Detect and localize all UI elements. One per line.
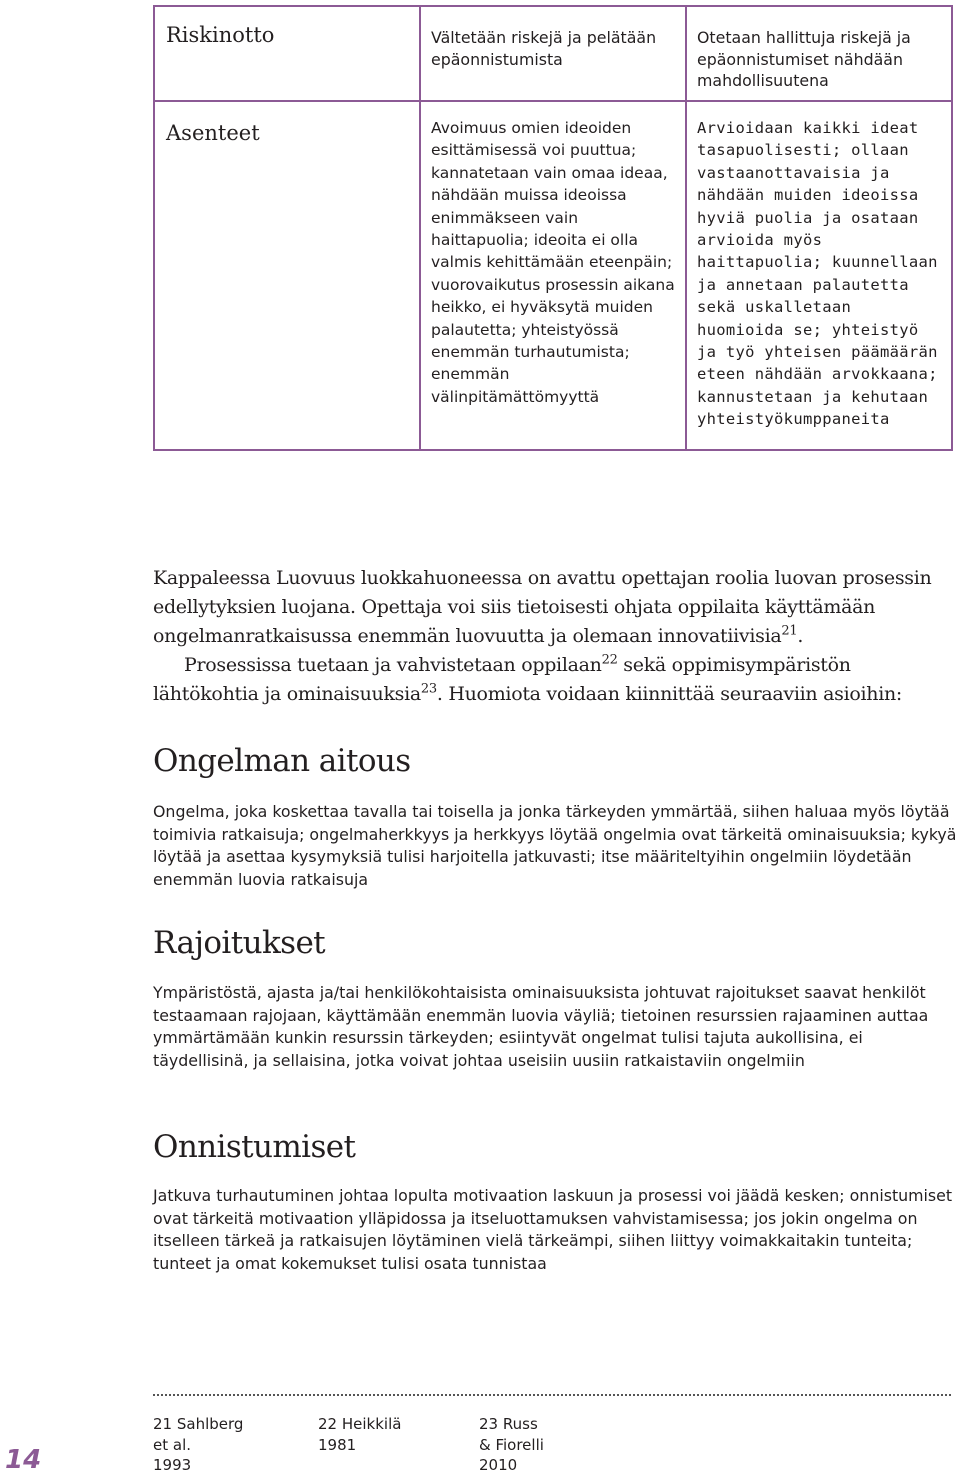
paragraph-2-text-c: . Huomiota voidaan kiinnittää seuraaviin asioihin: bbox=[436, 683, 903, 705]
paragraph-2-text-b: sekä oppimisympäristön lähtökohtia ja ominaisuuksia bbox=[153, 654, 851, 705]
footnote-divider bbox=[153, 1394, 951, 1396]
footnote-year: 1993 bbox=[153, 1456, 192, 1474]
heading-ongelman-aitous: Ongelman aitous bbox=[153, 743, 411, 779]
paragraph-2-text-a: Prosessissa tuetaan ja vahvistetaan oppilaan bbox=[184, 654, 602, 676]
footnote-ref-21: 21 bbox=[781, 623, 798, 639]
footnote-23 bbox=[479, 1414, 544, 1476]
cell-asenteet-right: Arvioidaan kaikki ideat tasapuolisesti; ollaan vastaanottavaisia ja nähdään muiden ideoissa hyviä puolia ja osataan arvioida myös haittapuolia; kuunnellaan ja annetaan palautetta sekä uskalletaan huomioida se; yhteistyö ja työ yhteisen päämäärän eteen nähdään arvokkaana; kannustetaan ja kehutaan yhteistyökumppaneita bbox=[686, 101, 952, 450]
footnote-21 bbox=[153, 1414, 243, 1476]
paragraph-1-end: . bbox=[797, 625, 804, 647]
footnote-author: Heikkilä bbox=[341, 1415, 402, 1433]
footnote-22 bbox=[318, 1414, 401, 1455]
body-text bbox=[153, 564, 959, 709]
comparison-table bbox=[153, 5, 953, 451]
footnote-author: Sahlberg bbox=[176, 1415, 244, 1433]
footnote-ref-22: 22 bbox=[601, 652, 618, 668]
footnote-author: Russ bbox=[502, 1415, 538, 1433]
cell-riskinotto-left: Vältetään riskejä ja pelätään epäonnistumista bbox=[420, 6, 686, 101]
table-row bbox=[154, 101, 952, 450]
footnote-number: 23 bbox=[479, 1415, 499, 1433]
page-number: 14 bbox=[5, 1445, 42, 1475]
footnote-year: 1981 bbox=[318, 1435, 357, 1454]
footnote-ref-23: 23 bbox=[420, 681, 437, 697]
heading-onnistumiset: Onnistumiset bbox=[153, 1129, 356, 1165]
paragraph-1 bbox=[153, 564, 959, 651]
footnote-year: 2010 bbox=[479, 1456, 518, 1474]
footnote-number: 21 bbox=[153, 1415, 173, 1433]
cell-riskinotto-right: Otetaan hallittuja riskejä ja epäonnistumiset nähdään mahdollisuutena bbox=[686, 6, 952, 101]
paragraph-2 bbox=[153, 651, 959, 709]
section-text-rajoitukset: Ympäristöstä, ajasta ja/tai henkilökohtaisista ominaisuuksista johtuvat rajoitukset saavat henkilöt testaamaan rajojaan, käyttämään enemmän luovia väyliä; tietoinen resurssien rajaaminen auttaa ymmärtämään kunkin resurssin tärkeyden; esiintyvät ongelmat tulisi tajuta aukollisina, ei täydellisinä, ja sellaisina, jotka voivat johtaa useisiin uusiin ratkaistaviin ongelmiin bbox=[153, 983, 929, 1070]
footnote-line: & Fiorelli bbox=[479, 1435, 544, 1454]
row-header-riskinotto: Riskinotto bbox=[154, 6, 420, 101]
footnote-line: et al. bbox=[153, 1435, 192, 1454]
row-header-asenteet: Asenteet bbox=[154, 101, 420, 450]
heading-rajoitukset: Rajoitukset bbox=[153, 925, 326, 961]
table-row bbox=[154, 6, 952, 101]
paragraph-1-text: Kappaleessa Luovuus luokkahuoneessa on avattu opettajan roolia luovan prosessin edellytyksien luojana. Opettaja voi siis tietoisesti ohjata oppilaita käyttämään ongelmanratkaisussa enemmän luovuutta ja olemaan innovatiivisia bbox=[153, 567, 932, 647]
section-text-onnistumiset: Jatkuva turhautuminen johtaa lopulta motivaation laskuun ja prosessi voi jäädä kesken; onnistumiset ovat tärkeitä motivaation ylläpidossa ja itseluottamuksen vahvistamisessa; jos jokin ongelma on itselleen tärkeä ja ratkaisujen löytäminen vielä tärkeämpi, siihen liittyy voimakkaitakin tunteita; tunteet ja omat kokemukset tulisi osata tunnistaa bbox=[153, 1186, 953, 1273]
cell-asenteet-left: Avoimuus omien ideoiden esittämisessä voi puuttua; kannatetaan vain omaa ideaa, nähdään muissa ideoissa enimmäkseen vain haittapuolia; ideoita ei olla valmis kehittämään eteenpäin; vuorovaikutus prosessin aikana heikko, ei hyväksytä muiden palautetta; yhteistyössä enemmän turhautumista; enemmän välinpitämättömyyttä bbox=[420, 101, 686, 450]
section-text-ongelman-aitous: Ongelma, joka koskettaa tavalla tai toisella ja jonka tärkeyden ymmärtää, siihen haluaa myös löytää toimivia ratkaisuja; ongelmaherkkyys ja herkkyys löytää ongelmia ovat tärkeitä ominaisuuksia; kykyä löytää ja asettaa kysymyksiä tulisi harjoitella jatkuvasti; itse määriteltyihin ongelmiin löydetään enemmän luovia ratkaisuja bbox=[153, 802, 957, 889]
footnote-number: 22 bbox=[318, 1415, 338, 1433]
